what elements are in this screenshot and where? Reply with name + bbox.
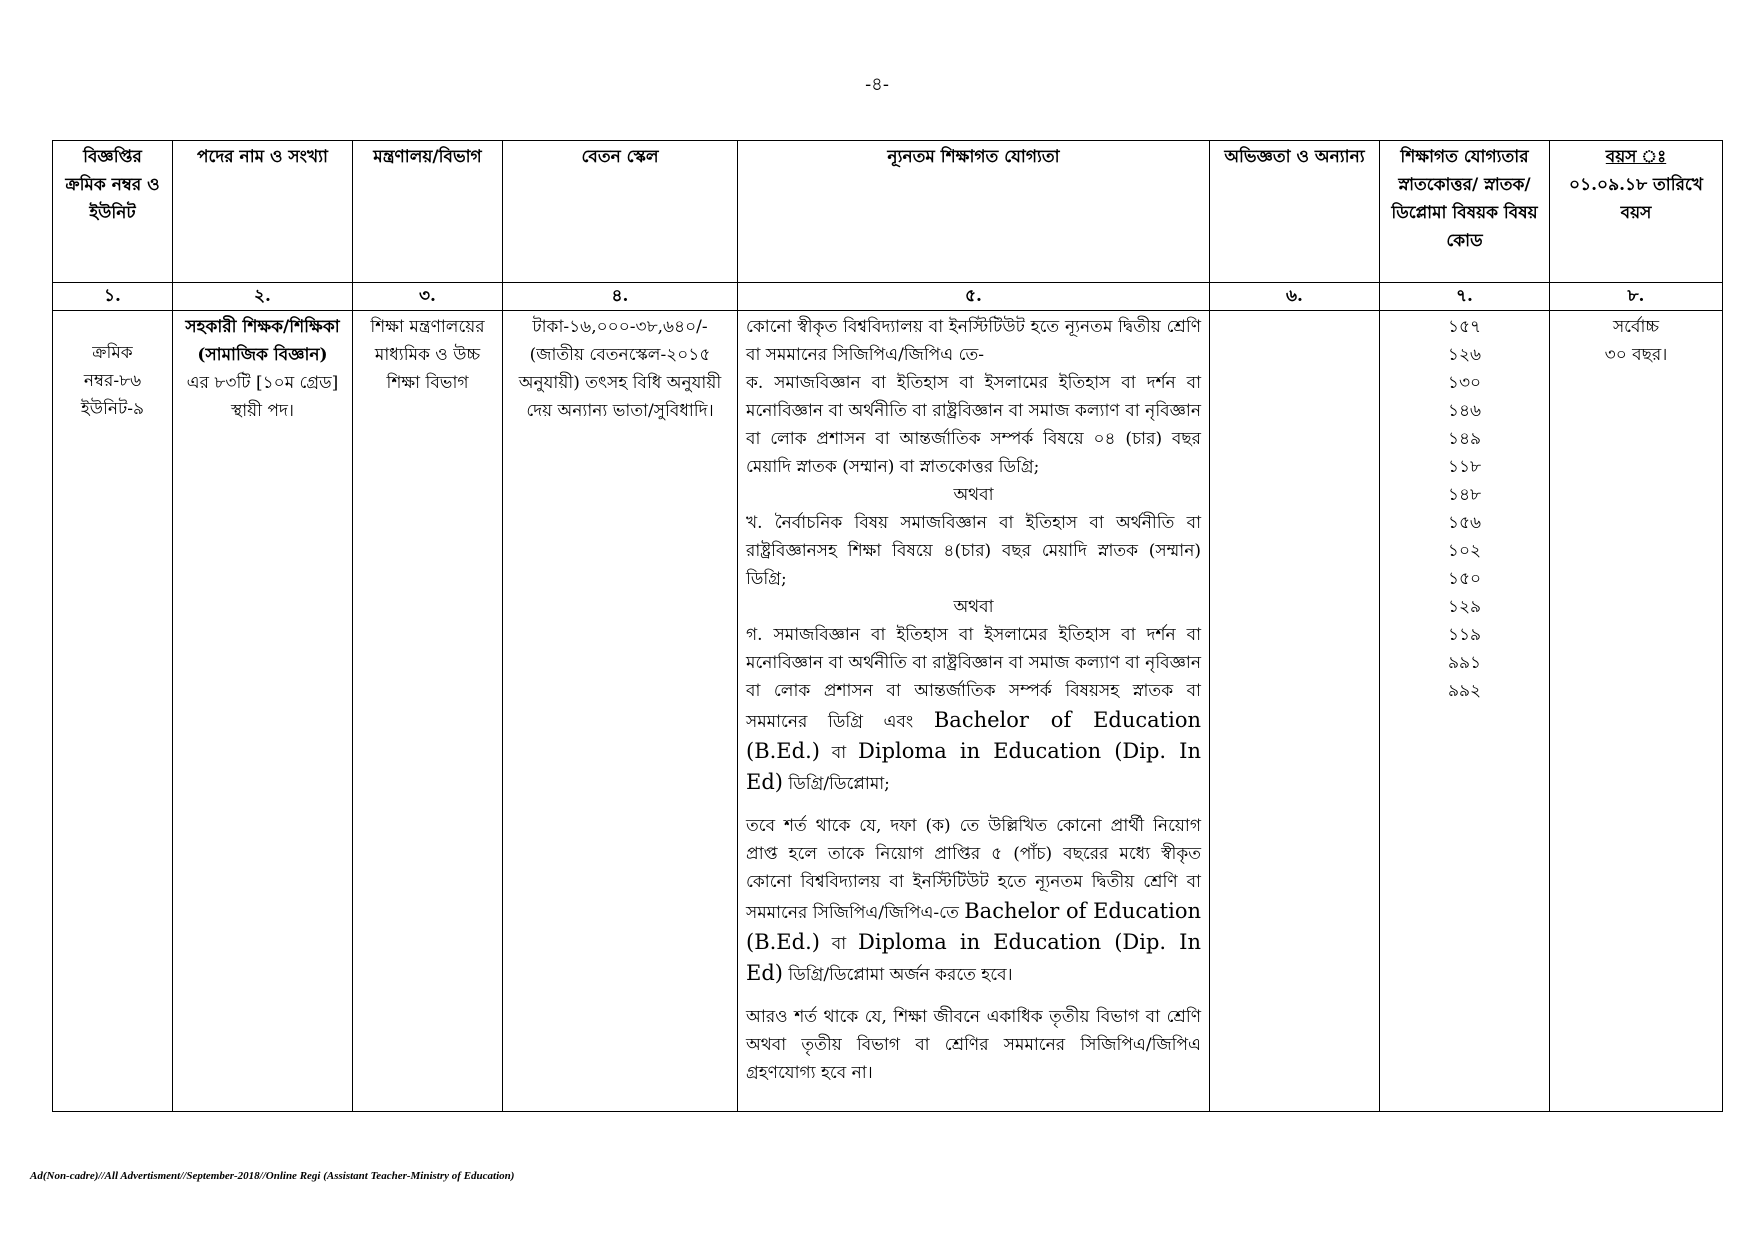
header-serial: বিজ্ঞপ্তির ক্রমিক নম্বর ও ইউনিট xyxy=(53,141,173,283)
header-row xyxy=(53,141,1723,283)
qualification-option-ka: ক. সমাজবিজ্ঞান বা ইতিহাস বা ইসলামের ইতিহাস বা দর্শন বা মনোবিজ্ঞান বা অর্থনীতি বা রাষ্ট্রবিজ্ঞান বা সমাজ কল্যাণ বা নৃবিজ্ঞান বা লোক প্রশাসন বা আন্তর্জাতিক সম্পর্ক বিষয়ে ০৪ (চার) বছর মেয়াদি স্নাতক (সম্মান) বা স্নাতকোত্তর ডিগ্রি; xyxy=(746,373,1201,477)
qualification-text: বা xyxy=(831,743,847,763)
serial-cell xyxy=(53,311,173,1112)
page-number: -৪- xyxy=(865,74,889,95)
header-age xyxy=(1550,141,1723,283)
experience-cell xyxy=(1210,311,1380,1112)
column-number: ৫. xyxy=(738,283,1210,311)
condition-degree: Bachelor of Education (B.Ed.) xyxy=(746,899,1202,954)
subject-code: ৯৯১ xyxy=(1447,653,1482,673)
header-age-date: ০১.০৯.১৮ তারিখে বয়স xyxy=(1569,175,1703,223)
max-age-label: সর্বোচ্চ xyxy=(1612,317,1660,337)
subject-code: ১৪৮ xyxy=(1447,485,1482,505)
condition-text: বা xyxy=(831,934,847,954)
qualification-cell xyxy=(738,311,1210,1112)
advertisement-table xyxy=(52,140,1723,1112)
header-experience: অভিজ্ঞতা ও অন্যান্য xyxy=(1210,141,1380,283)
pay-scale-cell: টাকা-১৬,০০০-৩৮,৬৪০/- (জাতীয় বেতনস্কেল-২০১৫ অনুযায়ী) তৎসহ বিধি অনুযায়ী দেয় অন্যান্য ভাতা/সুবিধাদি। xyxy=(503,311,738,1112)
column-number: ৪. xyxy=(503,283,738,311)
subject-code: ১৫৬ xyxy=(1447,513,1482,533)
column-number: ২. xyxy=(173,283,353,311)
header-age-label: বয়স ঃ xyxy=(1605,147,1667,167)
post-count: এর ৮৩টি [১০ম গ্রেড] স্থায়ী পদ। xyxy=(186,373,339,421)
subject-code: ১৫৭ xyxy=(1447,317,1482,337)
serial-line: ইউনিট-৯ xyxy=(80,399,145,419)
footer-reference: Ad(Non-cadre)//All Advertisment//September-2018//Online Regi (Assistant Teacher-Ministry of Education) xyxy=(30,1170,515,1182)
column-number-row xyxy=(53,283,1723,311)
or-separator: অথবা xyxy=(953,597,994,617)
qualification-degree: Bachelor of Education (B.Ed.) xyxy=(746,708,1202,763)
serial-line: ক্রমিক xyxy=(92,343,133,363)
column-number: ৩. xyxy=(353,283,503,311)
or-separator: অথবা xyxy=(953,485,994,505)
header-ministry: মন্ত্রণালয়/বিভাগ xyxy=(353,141,503,283)
post-title: সহকারী শিক্ষক/শিক্ষিকা (সামাজিক বিজ্ঞান) xyxy=(185,317,340,365)
qualification-intro: কোনো স্বীকৃত বিশ্ববিদ্যালয় বা ইনস্টিটিউট হতে ন্যূনতম দ্বিতীয় শ্রেণি বা সমমানের সিজিপিএ/জিপিএ তে- xyxy=(746,317,1201,365)
max-age-value: ৩০ বছর। xyxy=(1604,345,1668,365)
column-number: ১. xyxy=(53,283,173,311)
header-qualification: ন্যূনতম শিক্ষাগত যোগ্যতা xyxy=(738,141,1210,283)
header-pay-scale: বেতন স্কেল xyxy=(503,141,738,283)
qualification-text: গ. সমাজবিজ্ঞান বা ইতিহাস বা ইসলামের ইতিহাস বা দর্শন বা মনোবিজ্ঞান বা অর্থনীতি বা রাষ্ট্রবিজ্ঞান বা সমাজ কল্যাণ বা নৃবিজ্ঞান বা লোক প্রশাসন বা আন্তর্জাতিক সম্পর্ক বিষয়সহ স্নাতক বা সমমানের ডিগ্রি এবং xyxy=(746,625,1201,732)
condition-text: তবে শর্ত থাকে যে, দফা (ক) তে উল্লিখিত কোনো প্রার্থী নিয়োগ প্রাপ্ত হলে তাকে নিয়োগ প্রাপ্তির ৫ (পাঁচ) বছরের মধ্যে স্বীকৃত কোনো বিশ্ববিদ্যালয় বা ইনস্টিটিউট হতে ন্যূনতম দ্বিতীয় শ্রেণি বা সমমানের সিজিপিএ/জিপিএ-তে xyxy=(746,816,1201,923)
ministry-cell: শিক্ষা মন্ত্রণালয়ের মাধ্যমিক ও উচ্চ শিক্ষা বিভাগ xyxy=(353,311,503,1112)
post-cell xyxy=(173,311,353,1112)
subject-code: ১১৯ xyxy=(1447,625,1482,645)
condition-one xyxy=(746,812,1201,989)
subject-code: ৯৯২ xyxy=(1447,681,1482,701)
header-subject-code: শিক্ষাগত যোগ্যতার স্নাতকোত্তর/ স্নাতক/ ডিপ্লোমা বিষয়ক বিষয় কোড xyxy=(1380,141,1550,283)
subject-code: ১১৮ xyxy=(1447,457,1482,477)
table-row xyxy=(53,311,1723,1112)
column-number: ৬. xyxy=(1210,283,1380,311)
subject-code: ১৫০ xyxy=(1447,569,1482,589)
subject-code-cell xyxy=(1380,311,1550,1112)
age-cell xyxy=(1550,311,1723,1112)
column-number: ৮. xyxy=(1550,283,1723,311)
qualification-option-ga xyxy=(746,621,1201,798)
subject-code: ১২৯ xyxy=(1447,597,1482,617)
subject-code: ১৪৬ xyxy=(1447,401,1482,421)
condition-degree: Diploma in Education (Dip. In Ed) xyxy=(746,930,1201,985)
header-post: পদের নাম ও সংখ্যা xyxy=(173,141,353,283)
qualification-option-kha: খ. নৈর্বাচনিক বিষয় সমাজবিজ্ঞান বা ইতিহাস বা অর্থনীতি বা রাষ্ট্রবিজ্ঞানসহ শিক্ষা বিষয়ে ৪(চার) বছর মেয়াদি স্নাতক (সম্মান) ডিগ্রি; xyxy=(746,513,1201,589)
condition-text: ডিগ্রি/ডিপ্লোমা অর্জন করতে হবে। xyxy=(788,965,1013,985)
qualification-degree: Diploma in Education (Dip. In Ed) xyxy=(746,739,1201,794)
subject-code: ১৪৯ xyxy=(1447,429,1482,449)
subject-code: ১০২ xyxy=(1447,541,1482,561)
column-number: ৭. xyxy=(1380,283,1550,311)
subject-code: ১৩০ xyxy=(1447,373,1482,393)
qualification-text: ডিগ্রি/ডিপ্লোমা; xyxy=(788,774,890,794)
subject-code: ১২৬ xyxy=(1447,345,1482,365)
condition-two: আরও শর্ত থাকে যে, শিক্ষা জীবনে একাধিক তৃতীয় বিভাগ বা শ্রেণি অথবা তৃতীয় বিভাগ বা শ্রেণির সমমানের সিজিপিএ/জিপিএ গ্রহণযোগ্য হবে না। xyxy=(746,1007,1201,1083)
serial-line: নম্বর-৮৬ xyxy=(83,371,142,391)
